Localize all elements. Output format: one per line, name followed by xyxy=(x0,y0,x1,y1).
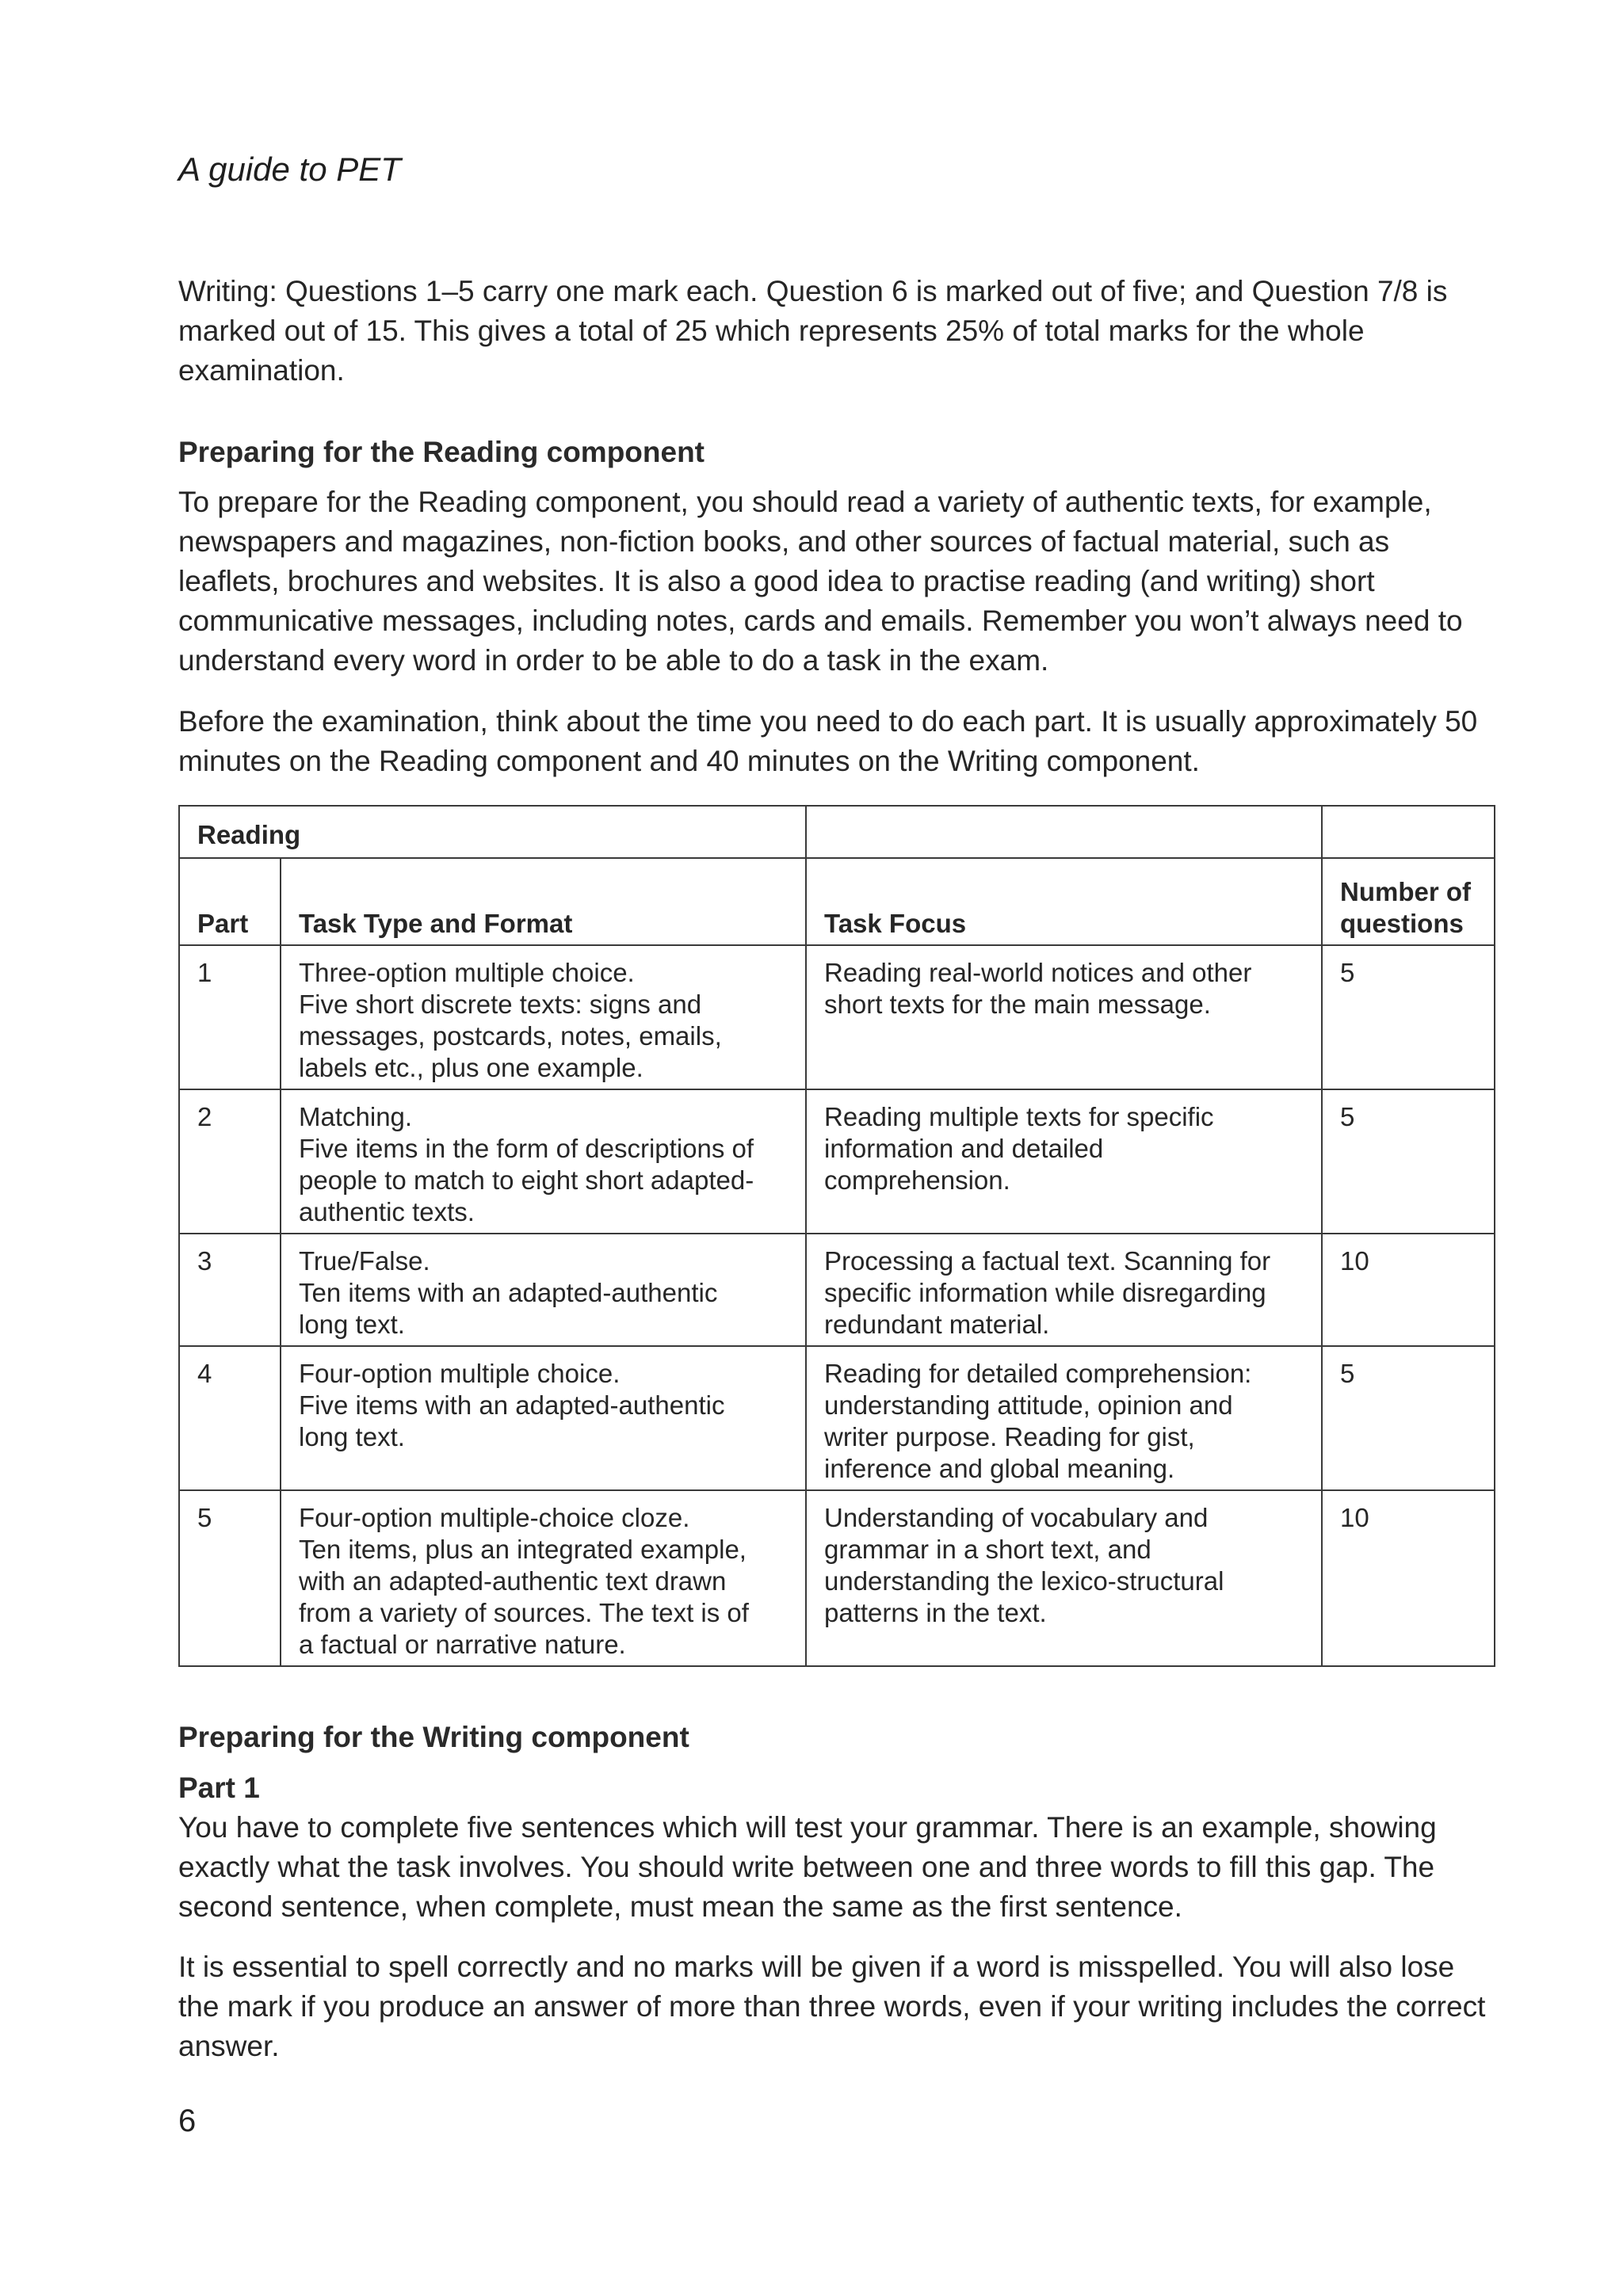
cell-questions: 5 xyxy=(1322,945,1495,1089)
cell-line: short texts for the main message. xyxy=(824,990,1211,1019)
table-title: Reading xyxy=(179,806,806,858)
cell-line: Five items with an adapted-authentic xyxy=(299,1390,725,1420)
cell-task-type xyxy=(281,1089,806,1234)
table-title-row xyxy=(179,806,1495,858)
cell-questions: 10 xyxy=(1322,1234,1495,1346)
cell-part: 5 xyxy=(179,1490,281,1666)
cell-task-focus xyxy=(806,1346,1322,1490)
running-head: A guide to PET xyxy=(178,151,401,188)
cell-line: Five items in the form of descriptions of xyxy=(299,1134,754,1163)
reading-paragraph-1: To prepare for the Reading component, you should read a variety of authentic texts, for example, newspapers and magazines, non-fiction books, and other sources of factual material, such as leaflets, brochures and websites. It is also a good idea to practise reading (and writing) short communicative messages, including notes, cards and emails. Remember you won’t always need to understand every word in order to be able to do a task in the exam. xyxy=(178,486,1463,677)
reading-section-heading: Preparing for the Reading component xyxy=(178,436,705,468)
cell-line: patterns in the text. xyxy=(824,1598,1047,1627)
cell-line: a factual or narrative nature. xyxy=(299,1630,626,1659)
table-row xyxy=(179,1490,1495,1666)
cell-line: Five short discrete texts: signs and xyxy=(299,990,702,1019)
writing-part-1-subheading: Part 1 xyxy=(178,1772,260,1804)
cell-line: grammar in a short text, and xyxy=(824,1535,1151,1564)
writing-paragraph-2: It is essential to spell correctly and no marks will be given if a word is misspelled. You will also lose the mark if you produce an answer of more than three words, even if your writing includes the correct answer. xyxy=(178,1951,1486,2062)
cell-task-type xyxy=(281,1490,806,1666)
cell-line: writer purpose. Reading for gist, xyxy=(824,1422,1195,1451)
cell-line: people to match to eight short adapted- xyxy=(299,1165,754,1195)
cell-line: Four-option multiple-choice cloze. xyxy=(299,1503,690,1532)
cell-line: Ten items with an adapted-authentic xyxy=(299,1278,718,1307)
intro-paragraph: Writing: Questions 1–5 carry one mark each. Question 6 is marked out of five; and Question 7/8 is marked out of 15. This gives a total of 25 which represents 25% of total marks for the whole examination. xyxy=(178,275,1448,387)
header-task-focus: Task Focus xyxy=(806,858,1322,945)
cell-task-type xyxy=(281,1346,806,1490)
table-title-empty-cell xyxy=(1322,806,1495,858)
cell-line: Reading real-world notices and other xyxy=(824,958,1252,987)
reading-paragraph-2: Before the examination, think about the time you need to do each part. It is usually approximately 50 minutes on the Reading component and 40 minutes on the Writing component. xyxy=(178,705,1478,777)
cell-questions: 5 xyxy=(1322,1346,1495,1490)
cell-line: messages, postcards, notes, emails, xyxy=(299,1021,722,1051)
cell-line: from a variety of sources. The text is of xyxy=(299,1598,749,1627)
table-row xyxy=(179,1346,1495,1490)
cell-line: Processing a factual text. Scanning for xyxy=(824,1246,1271,1276)
cell-line: understanding attitude, opinion and xyxy=(824,1390,1233,1420)
cell-task-focus xyxy=(806,1490,1322,1666)
table-header-row xyxy=(179,858,1495,945)
cell-line: Ten items, plus an integrated example, xyxy=(299,1535,747,1564)
cell-line: long text. xyxy=(299,1422,405,1451)
cell-line: Three-option multiple choice. xyxy=(299,958,635,987)
cell-task-focus xyxy=(806,1089,1322,1234)
table-title-empty-cell xyxy=(806,806,1322,858)
cell-line: inference and global meaning. xyxy=(824,1454,1175,1483)
cell-line: long text. xyxy=(299,1310,405,1339)
header-part: Part xyxy=(179,858,281,945)
cell-task-focus xyxy=(806,945,1322,1089)
table-row xyxy=(179,945,1495,1089)
cell-line: specific information while disregarding xyxy=(824,1278,1266,1307)
header-number-of-questions-line1: Number of xyxy=(1340,877,1471,906)
writing-section-heading: Preparing for the Writing component xyxy=(178,1721,689,1753)
header-task-type: Task Type and Format xyxy=(281,858,806,945)
cell-questions: 10 xyxy=(1322,1490,1495,1666)
cell-part: 4 xyxy=(179,1346,281,1490)
cell-line: Four-option multiple choice. xyxy=(299,1359,621,1388)
header-number-of-questions-line2: questions xyxy=(1340,909,1464,938)
cell-line: redundant material. xyxy=(824,1310,1050,1339)
cell-task-type xyxy=(281,945,806,1089)
cell-questions: 5 xyxy=(1322,1089,1495,1234)
cell-task-type xyxy=(281,1234,806,1346)
header-number-of-questions xyxy=(1322,858,1495,945)
cell-line: Understanding of vocabulary and xyxy=(824,1503,1209,1532)
writing-paragraph-1: You have to complete five sentences which will test your grammar. There is an example, showing exactly what the task involves. You should write between one and three words to fill this gap. The second sentence, when complete, must mean the same as the first sentence. xyxy=(178,1811,1437,1923)
cell-line: comprehension. xyxy=(824,1165,1010,1195)
cell-task-focus xyxy=(806,1234,1322,1346)
cell-line: Reading multiple texts for specific xyxy=(824,1102,1214,1131)
cell-line: Matching. xyxy=(299,1102,413,1131)
cell-line: information and detailed xyxy=(824,1134,1104,1163)
cell-part: 1 xyxy=(179,945,281,1089)
cell-line: labels etc., plus one example. xyxy=(299,1053,643,1082)
cell-line: understanding the lexico-structural xyxy=(824,1566,1224,1596)
cell-part: 2 xyxy=(179,1089,281,1234)
cell-part: 3 xyxy=(179,1234,281,1346)
table-row xyxy=(179,1089,1495,1234)
cell-line: Reading for detailed comprehension: xyxy=(824,1359,1252,1388)
cell-line: with an adapted-authentic text drawn xyxy=(299,1566,727,1596)
cell-line: True/False. xyxy=(299,1246,430,1276)
reading-table xyxy=(178,805,1495,1667)
page-number: 6 xyxy=(178,2103,197,2138)
cell-line: authentic texts. xyxy=(299,1197,475,1226)
table-row xyxy=(179,1234,1495,1346)
